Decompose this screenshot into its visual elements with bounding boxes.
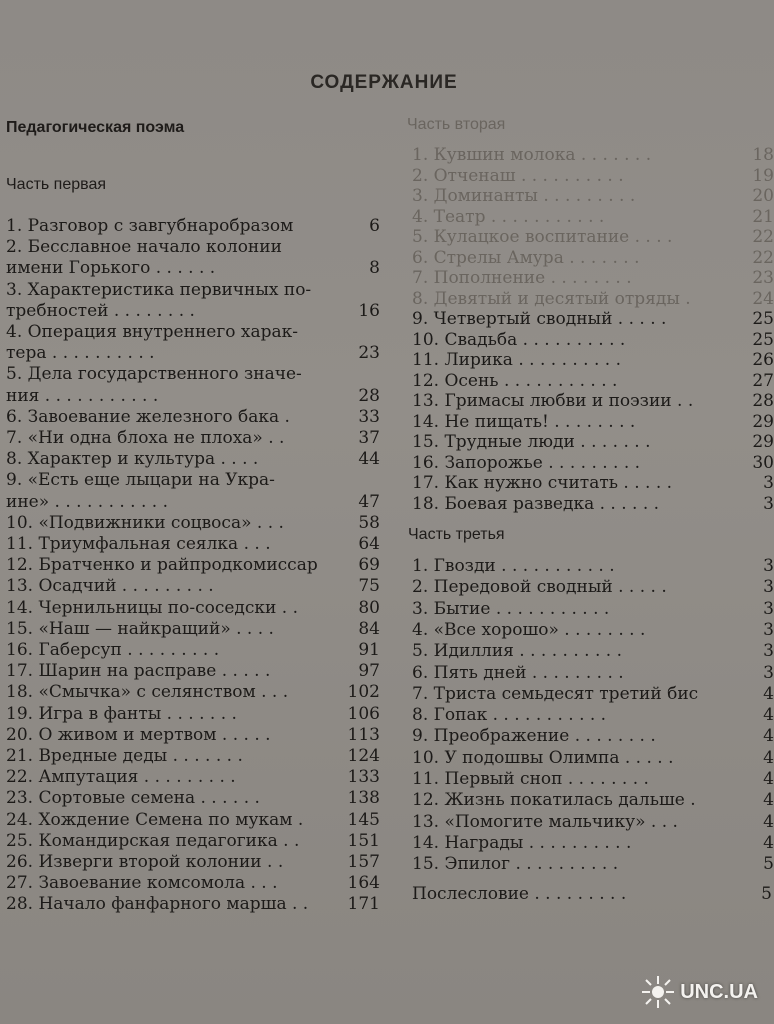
toc-entry bbox=[412, 452, 774, 474]
toc-entry bbox=[6, 810, 380, 831]
toc-entry bbox=[6, 428, 380, 449]
toc-page: 21 bbox=[752, 206, 774, 227]
toc-page: 84 bbox=[358, 618, 380, 639]
toc-page: 28 bbox=[752, 391, 774, 411]
toc-label: 1. Кувшин молока . . . . . . . bbox=[412, 145, 652, 165]
watermark bbox=[640, 974, 758, 1010]
toc-label: 10. У подошвы Олимпа . . . . . bbox=[412, 747, 674, 768]
toc-label: 18. Боевая разведка . . . . . . bbox=[412, 493, 660, 514]
toc-entry bbox=[412, 790, 774, 811]
toc-page: 102 bbox=[347, 682, 380, 703]
toc-label: 28. Начало фанфарного марша . . bbox=[6, 894, 309, 915]
toc-entry bbox=[6, 301, 380, 322]
toc-page: 151 bbox=[347, 830, 380, 851]
toc-label: 14. Награды . . . . . . . . . . bbox=[412, 832, 632, 853]
part-two-title: Часть вторая bbox=[407, 116, 506, 133]
toc-entry bbox=[412, 268, 774, 289]
toc-label: 19. Игра в фанты . . . . . . . bbox=[6, 703, 237, 724]
toc-entry bbox=[412, 350, 774, 371]
toc-entry bbox=[412, 619, 774, 641]
toc-page: 145 bbox=[347, 809, 380, 830]
toc-label: 18. «Смычка» с селянством . . . bbox=[6, 682, 289, 703]
toc-label: 7. «Ни одна блоха не плоха» . . bbox=[6, 428, 285, 448]
toc-label: 15. Эпилог . . . . . . . . . . bbox=[412, 854, 619, 875]
toc-label: тера . . . . . . . . . . bbox=[6, 343, 155, 364]
toc-entry bbox=[6, 513, 380, 534]
toc-entry bbox=[412, 247, 774, 269]
toc-label: 7. Пополнение . . . . . . . . bbox=[412, 268, 632, 288]
toc-entry bbox=[412, 165, 774, 187]
toc-label: 13. «Помогите мальчику» . . . bbox=[412, 811, 678, 832]
toc-page: 171 bbox=[347, 894, 380, 915]
toc-label: 1. Разговор с завгубнаробразом bbox=[6, 216, 294, 236]
toc-label: 5. Идиллия . . . . . . . . . . bbox=[412, 641, 622, 662]
toc-label: 27. Завоевание комсомола . . . bbox=[6, 873, 278, 894]
toc-label: 12. Братченко и райпродкомиссар bbox=[6, 555, 318, 576]
toc-label: 2. Передовой сводный . . . . . bbox=[412, 577, 667, 598]
toc-page: 29 bbox=[752, 411, 774, 432]
toc-label: 11. Триумфальная сеялка . . . bbox=[6, 534, 271, 554]
toc-page: 22 bbox=[752, 227, 774, 247]
toc-page: 25 bbox=[752, 329, 774, 350]
toc-label: требностей . . . . . . . . bbox=[6, 300, 195, 321]
toc-entry bbox=[412, 206, 774, 228]
toc-label: 4. Театр . . . . . . . . . . . bbox=[412, 206, 605, 227]
toc-label: 13. Осадчий . . . . . . . . . bbox=[6, 576, 214, 597]
toc-label: 16. Запорожье . . . . . . . . . bbox=[412, 452, 641, 473]
toc-page: 4 bbox=[763, 683, 774, 704]
page-title: СОДЕРЖАНИЕ bbox=[310, 72, 458, 93]
toc-page: 69 bbox=[358, 555, 380, 576]
toc-label: 17. Как нужно считать . . . . . bbox=[412, 473, 673, 493]
toc-label: 11. Лирика . . . . . . . . . . bbox=[412, 350, 622, 370]
toc-label: 20. О живом и мертвом . . . . . bbox=[6, 724, 271, 745]
toc-page: 33 bbox=[358, 406, 380, 427]
toc-entry bbox=[6, 343, 380, 364]
toc-page: 3 bbox=[763, 619, 774, 640]
toc-entry bbox=[6, 640, 380, 661]
toc-label: 6. Стрелы Амура . . . . . . . bbox=[412, 247, 640, 268]
toc-entry bbox=[6, 873, 380, 894]
toc-entry bbox=[6, 449, 380, 470]
toc-page: 3 bbox=[763, 577, 774, 598]
toc-label: 3. Доминанты . . . . . . . . . bbox=[412, 186, 636, 206]
toc-page: 3 bbox=[763, 598, 774, 619]
toc-label: 17. Шарин на расправе . . . . . bbox=[6, 661, 271, 682]
toc-page: 3 bbox=[763, 473, 774, 493]
toc-label: 12. Осень . . . . . . . . . . . bbox=[412, 370, 618, 391]
toc-label: 10. «Подвижники соцвоса» . . . bbox=[6, 512, 284, 533]
toc-label: 26. Изверги второй колонии . . bbox=[6, 852, 284, 872]
toc-page: 4 bbox=[763, 726, 774, 747]
toc-entry bbox=[6, 661, 380, 682]
toc-page: 30 bbox=[752, 452, 774, 473]
toc-page: 23 bbox=[752, 268, 774, 288]
toc-label: 13. Гримасы любви и поэзии . . bbox=[412, 391, 694, 411]
toc-page: 75 bbox=[358, 576, 380, 597]
toc-page: 3 bbox=[763, 641, 774, 662]
toc-page: 164 bbox=[347, 873, 380, 894]
toc-entry bbox=[412, 747, 774, 769]
toc-page: 97 bbox=[358, 661, 380, 682]
toc-label: 5. Дела государственного значе- bbox=[6, 364, 302, 385]
toc-page: 4 bbox=[763, 832, 774, 853]
toc-page: 26 bbox=[752, 350, 774, 370]
toc-entry bbox=[6, 598, 380, 619]
toc-label: 2. Отченаш . . . . . . . . . . bbox=[412, 165, 624, 186]
toc-page: 80 bbox=[358, 597, 380, 618]
toc-label: 15. «Наш — найкращий» . . . . bbox=[6, 618, 274, 639]
toc-label: 1. Гвозди . . . . . . . . . . . bbox=[412, 556, 615, 576]
toc-entry bbox=[412, 854, 774, 875]
watermark-text: UNC.UA bbox=[680, 980, 758, 1003]
toc-page: 113 bbox=[347, 724, 380, 745]
toc-page: 157 bbox=[347, 852, 380, 872]
toc-label: 4. «Все хорошо» . . . . . . . . bbox=[412, 619, 646, 640]
toc-label: 12. Жизнь покатилась дальше . bbox=[412, 790, 696, 811]
toc-page: 106 bbox=[347, 703, 380, 724]
toc-entry bbox=[6, 725, 380, 746]
toc-label: 3. Характеристика первичных по- bbox=[6, 279, 312, 300]
toc-entry bbox=[6, 407, 380, 428]
toc-page: 27 bbox=[752, 370, 774, 391]
toc-entry bbox=[6, 852, 380, 873]
toc-entry bbox=[412, 832, 774, 854]
toc-page: 28 bbox=[358, 385, 380, 406]
toc-label: имени Горького . . . . . . bbox=[6, 258, 216, 279]
toc-entry bbox=[6, 237, 380, 258]
toc-entry bbox=[412, 556, 774, 577]
sunburst-icon bbox=[640, 974, 676, 1010]
toc-label: 7. Триста семьдесят третий бис bbox=[412, 683, 699, 704]
toc-label: 24. Хождение Семена по мукам . bbox=[6, 809, 304, 830]
toc-entry bbox=[6, 322, 380, 343]
toc-entry bbox=[412, 811, 774, 833]
toc-entry bbox=[412, 641, 774, 662]
toc-page: 19 bbox=[752, 165, 774, 186]
toc-entry bbox=[412, 309, 774, 330]
toc-entry bbox=[412, 598, 774, 620]
toc-entry bbox=[6, 619, 380, 640]
toc-page: 24 bbox=[752, 288, 774, 309]
toc-entry bbox=[6, 704, 380, 725]
part-three-title: Часть третья bbox=[408, 526, 505, 543]
toc-entry bbox=[6, 576, 380, 597]
toc-entry bbox=[6, 894, 380, 915]
toc-entry bbox=[412, 391, 774, 412]
toc-page: 4 bbox=[763, 769, 774, 789]
toc-entry bbox=[412, 493, 774, 515]
toc-page: 8 bbox=[369, 258, 380, 279]
toc-entry bbox=[6, 470, 380, 491]
toc-page: 47 bbox=[358, 491, 380, 512]
toc-page: 23 bbox=[358, 343, 380, 364]
toc-page: 4 bbox=[763, 705, 774, 726]
toc-entry bbox=[6, 682, 380, 703]
toc-page: 25 bbox=[752, 309, 774, 329]
toc-label: ния . . . . . . . . . . . bbox=[6, 385, 159, 406]
toc-page: 64 bbox=[358, 534, 380, 554]
toc-entry bbox=[412, 145, 774, 166]
toc-entry bbox=[6, 534, 380, 555]
toc-entry bbox=[412, 411, 774, 433]
toc-label: 11. Первый сноп . . . . . . . . bbox=[412, 769, 649, 789]
toc-page: 4 bbox=[763, 811, 774, 832]
toc-page: 18 bbox=[752, 145, 774, 165]
toc-label: 23. Сортовые семена . . . . . . bbox=[6, 788, 260, 809]
toc-page: 4 bbox=[763, 747, 774, 768]
toc-page: 37 bbox=[358, 428, 380, 448]
toc-page: 3 bbox=[763, 493, 774, 514]
toc-label: Послесловие . . . . . . . . . bbox=[412, 884, 627, 904]
toc-entry bbox=[412, 577, 774, 598]
toc-label: 8. Характер и культура . . . . bbox=[6, 449, 259, 470]
toc-label: 6. Завоевание железного бака . bbox=[6, 406, 290, 427]
toc-label: 5. Кулацкое воспитание . . . . bbox=[412, 227, 673, 247]
toc-entry bbox=[412, 473, 774, 494]
toc-label: 16. Габерсуп . . . . . . . . . bbox=[6, 640, 220, 660]
toc-page: 20 bbox=[752, 186, 774, 206]
toc-entry bbox=[6, 386, 380, 407]
toc-label: 2. Бесславное начало колонии bbox=[6, 237, 282, 258]
toc-entry bbox=[412, 432, 774, 453]
toc-entry bbox=[412, 370, 774, 392]
toc-entry bbox=[412, 726, 774, 747]
toc-page: 3 bbox=[763, 662, 774, 683]
toc-page: 5 bbox=[761, 884, 772, 904]
toc-page: 29 bbox=[752, 432, 774, 452]
toc-label: 25. Командирская педагогика . . bbox=[6, 830, 300, 851]
toc-entry bbox=[6, 492, 380, 513]
toc-entry bbox=[6, 280, 380, 301]
toc-entry bbox=[6, 746, 380, 767]
toc-entry bbox=[6, 555, 380, 576]
toc-label: 4. Операция внутреннего харак- bbox=[6, 322, 298, 342]
toc-entry bbox=[6, 767, 380, 788]
toc-entry bbox=[412, 884, 772, 905]
toc-entry bbox=[412, 227, 774, 248]
toc-label: 10. Свадьба . . . . . . . . . . bbox=[412, 329, 626, 350]
toc-page: 124 bbox=[347, 746, 380, 766]
toc-page: 91 bbox=[358, 640, 380, 660]
toc-label: 9. Четвертый сводный . . . . . bbox=[412, 309, 667, 329]
toc-label: 14. Чернильницы по-соседски . . bbox=[6, 597, 298, 618]
toc-entry bbox=[412, 329, 774, 351]
toc-label: 21. Вредные деды . . . . . . . bbox=[6, 746, 243, 766]
toc-page: 22 bbox=[752, 247, 774, 268]
toc-entry bbox=[6, 831, 380, 852]
toc-page: 58 bbox=[358, 512, 380, 533]
toc-page: 4 bbox=[763, 790, 774, 811]
toc-entry bbox=[412, 288, 774, 310]
toc-entry bbox=[412, 186, 774, 207]
toc-label: 9. Преображение . . . . . . . . bbox=[412, 726, 656, 747]
toc-label: 3. Бытие . . . . . . . . . . . bbox=[412, 598, 610, 619]
toc-entry bbox=[6, 364, 380, 385]
toc-page: 5 bbox=[763, 854, 774, 875]
toc-entry bbox=[412, 705, 774, 726]
toc-label: 8. Девятый и десятый отряды . bbox=[412, 288, 691, 309]
toc-label: 8. Гопак . . . . . . . . . . . bbox=[412, 705, 607, 726]
toc-label: 9. «Есть еще лыцари на Укра- bbox=[6, 470, 275, 491]
toc-entry bbox=[412, 769, 774, 790]
toc-label: ине» . . . . . . . . . . . bbox=[6, 491, 169, 512]
toc-entry bbox=[6, 216, 380, 237]
toc-entry bbox=[412, 683, 774, 705]
book-title: Педагогическая поэма bbox=[6, 119, 185, 136]
toc-label: 22. Ампутация . . . . . . . . . bbox=[6, 767, 236, 788]
toc-page: 133 bbox=[347, 767, 380, 788]
toc-entry bbox=[6, 258, 380, 279]
toc-label: 14. Не пищать! . . . . . . . . bbox=[412, 411, 636, 432]
toc-page: 16 bbox=[358, 300, 380, 321]
toc-page: 44 bbox=[358, 449, 380, 470]
toc-entry bbox=[412, 662, 774, 684]
toc-page: 6 bbox=[369, 216, 380, 236]
part-one-title: Часть первая bbox=[6, 176, 107, 193]
toc-page: 3 bbox=[763, 556, 774, 576]
toc-page: 138 bbox=[347, 788, 380, 809]
toc-entry bbox=[6, 788, 380, 809]
toc-label: 15. Трудные люди . . . . . . . bbox=[412, 432, 651, 452]
toc-label: 6. Пять дней . . . . . . . . . bbox=[412, 662, 624, 683]
